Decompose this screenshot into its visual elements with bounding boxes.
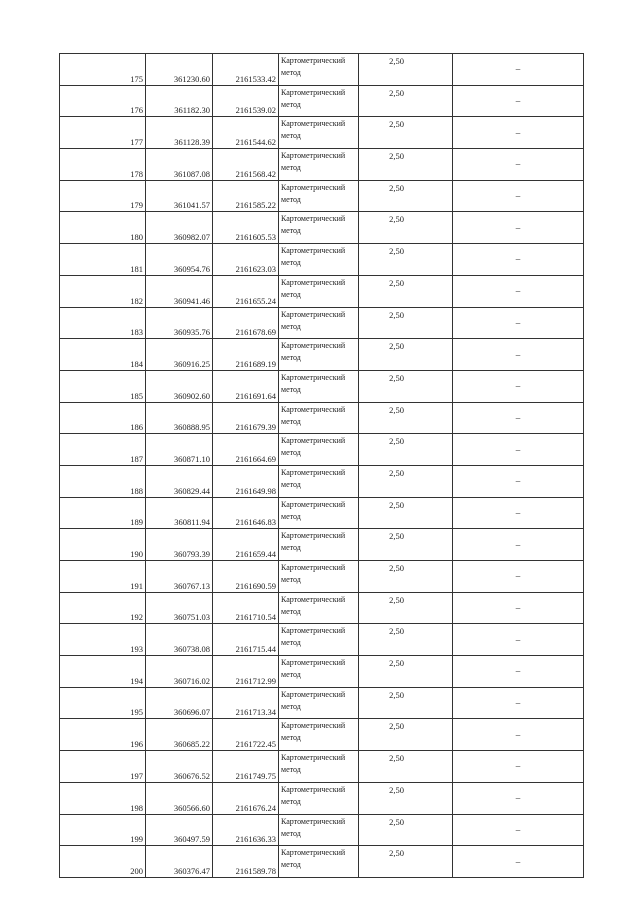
x-coordinate-cell: 360871.10 [146,434,213,466]
y-coordinate-cell: 2161585.22 [213,180,279,212]
x-coordinate-cell: 360902.60 [146,370,213,402]
y-coordinate-cell: 2161649.98 [213,465,279,497]
method-cell [279,180,359,212]
method-line-2: метод [281,99,301,109]
accuracy-cell: 2,50 [359,624,453,656]
y-coordinate-cell: 2161691.64 [213,370,279,402]
method-line-2: метод [281,416,301,426]
note-cell: – [453,212,584,244]
method-cell [279,434,359,466]
method-line-1: Картометрический [281,404,346,414]
note-cell: – [453,561,584,593]
accuracy-cell: 2,50 [359,370,453,402]
point-number-cell: 198 [60,782,146,814]
note-cell: – [453,402,584,434]
method-line-1: Картометрический [281,626,346,636]
accuracy-cell: 2,50 [359,212,453,244]
y-coordinate-cell: 2161710.54 [213,592,279,624]
method-line-2: метод [281,796,301,806]
method-line-2: метод [281,828,301,838]
accuracy-cell: 2,50 [359,339,453,371]
method-cell [279,782,359,814]
x-coordinate-cell: 360716.02 [146,656,213,688]
point-number-cell: 199 [60,814,146,846]
x-coordinate-cell: 360888.95 [146,402,213,434]
method-line-1: Картометрический [281,816,346,826]
note-cell: – [453,434,584,466]
table-row [60,529,584,561]
method-line-1: Картометрический [281,436,346,446]
method-line-1: Картометрический [281,658,346,668]
accuracy-cell: 2,50 [359,465,453,497]
x-coordinate-cell: 360935.76 [146,307,213,339]
accuracy-cell: 2,50 [359,54,453,86]
note-cell: – [453,814,584,846]
accuracy-cell: 2,50 [359,434,453,466]
point-number-cell: 192 [60,592,146,624]
note-cell: – [453,719,584,751]
x-coordinate-cell: 360941.46 [146,275,213,307]
method-line-1: Картометрический [281,499,346,509]
point-number-cell: 181 [60,244,146,276]
method-cell [279,751,359,783]
accuracy-cell: 2,50 [359,719,453,751]
y-coordinate-cell: 2161715.44 [213,624,279,656]
y-coordinate-cell: 2161568.42 [213,149,279,181]
accuracy-cell: 2,50 [359,846,453,878]
method-cell [279,339,359,371]
x-coordinate-cell: 361087.08 [146,149,213,181]
x-coordinate-cell: 361230.60 [146,54,213,86]
x-coordinate-cell: 360811.94 [146,497,213,529]
x-coordinate-cell: 361182.30 [146,85,213,117]
method-cell [279,687,359,719]
method-cell [279,244,359,276]
method-line-2: метод [281,321,301,331]
x-coordinate-cell: 360954.76 [146,244,213,276]
point-number-cell: 187 [60,434,146,466]
method-line-2: метод [281,606,301,616]
method-line-2: метод [281,733,301,743]
table-row [60,751,584,783]
method-cell [279,497,359,529]
x-coordinate-cell: 360497.59 [146,814,213,846]
y-coordinate-cell: 2161689.19 [213,339,279,371]
y-coordinate-cell: 2161655.24 [213,275,279,307]
table-row [60,465,584,497]
method-cell [279,149,359,181]
point-number-cell: 177 [60,117,146,149]
method-line-2: метод [281,638,301,648]
accuracy-cell: 2,50 [359,782,453,814]
y-coordinate-cell: 2161539.02 [213,85,279,117]
method-line-2: метод [281,384,301,394]
point-number-cell: 193 [60,624,146,656]
method-line-1: Картометрический [281,341,346,351]
method-cell [279,846,359,878]
method-line-2: метод [281,543,301,553]
point-number-cell: 197 [60,751,146,783]
method-line-2: метод [281,163,301,173]
y-coordinate-cell: 2161636.33 [213,814,279,846]
y-coordinate-cell: 2161712.99 [213,656,279,688]
x-coordinate-cell: 360751.03 [146,592,213,624]
table-row [60,592,584,624]
method-line-2: метод [281,289,301,299]
y-coordinate-cell: 2161713.34 [213,687,279,719]
table-row [60,54,584,86]
point-number-cell: 194 [60,656,146,688]
point-number-cell: 191 [60,561,146,593]
note-cell: – [453,85,584,117]
method-cell [279,624,359,656]
note-cell: – [453,751,584,783]
y-coordinate-cell: 2161676.24 [213,782,279,814]
accuracy-cell: 2,50 [359,751,453,783]
y-coordinate-cell: 2161664.69 [213,434,279,466]
method-line-2: метод [281,226,301,236]
note-cell: – [453,339,584,371]
method-line-1: Картометрический [281,151,346,161]
table-row [60,846,584,878]
method-line-1: Картометрический [281,309,346,319]
method-line-1: Картометрический [281,246,346,256]
point-number-cell: 182 [60,275,146,307]
method-line-1: Картометрический [281,848,346,858]
y-coordinate-cell: 2161623.03 [213,244,279,276]
method-line-2: метод [281,765,301,775]
method-line-1: Картометрический [281,214,346,224]
note-cell: – [453,497,584,529]
method-cell [279,656,359,688]
method-line-2: метод [281,575,301,584]
x-coordinate-cell: 360982.07 [146,212,213,244]
point-number-cell: 183 [60,307,146,339]
note-cell: – [453,846,584,878]
table-row [60,244,584,276]
note-cell: – [453,244,584,276]
point-number-cell: 178 [60,149,146,181]
x-coordinate-cell: 360376.47 [146,846,213,878]
accuracy-cell: 2,50 [359,180,453,212]
method-line-1: Картометрический [281,87,346,97]
method-cell [279,275,359,307]
accuracy-cell: 2,50 [359,117,453,149]
table-row [60,212,584,244]
point-number-cell: 190 [60,529,146,561]
x-coordinate-cell: 360566.60 [146,782,213,814]
table-row [60,149,584,181]
y-coordinate-cell: 2161605.53 [213,212,279,244]
method-line-2: метод [281,68,301,77]
x-coordinate-cell: 360793.39 [146,529,213,561]
y-coordinate-cell: 2161646.83 [213,497,279,529]
method-cell [279,719,359,751]
accuracy-cell: 2,50 [359,307,453,339]
y-coordinate-cell: 2161589.78 [213,846,279,878]
method-line-1: Картометрический [281,689,346,699]
method-line-2: метод [281,511,301,521]
x-coordinate-cell: 360676.52 [146,751,213,783]
method-cell [279,307,359,339]
coordinates-table [59,53,584,878]
method-cell [279,529,359,561]
x-coordinate-cell: 360916.25 [146,339,213,371]
table-row [60,307,584,339]
method-line-1: Картометрический [281,753,346,763]
accuracy-cell: 2,50 [359,275,453,307]
method-line-1: Картометрический [281,277,346,287]
method-line-1: Картометрический [281,721,346,731]
x-coordinate-cell: 360685.22 [146,719,213,751]
note-cell: – [453,370,584,402]
table-row [60,561,584,593]
note-cell: – [453,275,584,307]
table-row [60,402,584,434]
method-line-1: Картометрический [281,119,346,129]
method-cell [279,117,359,149]
table-row [60,117,584,149]
method-line-2: метод [281,131,301,141]
method-cell [279,85,359,117]
method-line-2: метод [281,448,301,458]
method-cell [279,54,359,86]
accuracy-cell: 2,50 [359,85,453,117]
method-line-2: метод [281,258,301,268]
method-line-1: Картометрический [281,182,346,192]
table-row [60,814,584,846]
method-line-2: метод [281,860,301,870]
y-coordinate-cell: 2161722.45 [213,719,279,751]
point-number-cell: 175 [60,54,146,86]
y-coordinate-cell: 2161544.62 [213,117,279,149]
method-line-1: Картометрический [281,784,346,794]
note-cell: – [453,656,584,688]
y-coordinate-cell: 2161678.69 [213,307,279,339]
accuracy-cell: 2,50 [359,244,453,276]
accuracy-cell: 2,50 [359,592,453,624]
note-cell: – [453,782,584,814]
table-row [60,782,584,814]
method-cell [279,592,359,624]
y-coordinate-cell: 2161679.39 [213,402,279,434]
note-cell: – [453,117,584,149]
table-row [60,719,584,751]
note-cell: – [453,529,584,561]
method-line-2: метод [281,194,301,204]
table-row [60,370,584,402]
table-row [60,85,584,117]
accuracy-cell: 2,50 [359,497,453,529]
note-cell: – [453,54,584,86]
point-number-cell: 180 [60,212,146,244]
method-line-1: Картометрический [281,56,346,65]
table-row [60,275,584,307]
method-line-2: метод [281,479,301,489]
method-cell [279,465,359,497]
point-number-cell: 176 [60,85,146,117]
y-coordinate-cell: 2161690.59 [213,561,279,593]
point-number-cell: 186 [60,402,146,434]
note-cell: – [453,149,584,181]
point-number-cell: 179 [60,180,146,212]
x-coordinate-cell: 360696.07 [146,687,213,719]
note-cell: – [453,687,584,719]
method-line-1: Картометрический [281,563,346,572]
table-row [60,656,584,688]
x-coordinate-cell: 361041.57 [146,180,213,212]
note-cell: – [453,180,584,212]
table-row [60,180,584,212]
table-row [60,497,584,529]
point-number-cell: 188 [60,465,146,497]
accuracy-cell: 2,50 [359,814,453,846]
table-row [60,687,584,719]
method-line-2: метод [281,353,301,363]
note-cell: – [453,592,584,624]
accuracy-cell: 2,50 [359,529,453,561]
y-coordinate-cell: 2161533.42 [213,54,279,86]
method-line-1: Картометрический [281,372,346,382]
note-cell: – [453,465,584,497]
method-cell [279,814,359,846]
table-row [60,434,584,466]
table-row [60,624,584,656]
y-coordinate-cell: 2161659.44 [213,529,279,561]
note-cell: – [453,307,584,339]
note-cell: – [453,624,584,656]
coordinates-table-body [60,54,584,878]
accuracy-cell: 2,50 [359,687,453,719]
method-cell [279,212,359,244]
accuracy-cell: 2,50 [359,561,453,593]
y-coordinate-cell: 2161749.75 [213,751,279,783]
x-coordinate-cell: 360738.08 [146,624,213,656]
accuracy-cell: 2,50 [359,149,453,181]
point-number-cell: 196 [60,719,146,751]
point-number-cell: 189 [60,497,146,529]
point-number-cell: 195 [60,687,146,719]
method-line-1: Картометрический [281,467,346,477]
x-coordinate-cell: 361128.39 [146,117,213,149]
method-line-1: Картометрический [281,531,346,541]
method-line-2: метод [281,670,301,680]
method-line-2: метод [281,701,301,711]
point-number-cell: 184 [60,339,146,371]
document-page [59,53,583,878]
point-number-cell: 200 [60,846,146,878]
x-coordinate-cell: 360767.13 [146,561,213,593]
accuracy-cell: 2,50 [359,402,453,434]
point-number-cell: 185 [60,370,146,402]
method-cell [279,402,359,434]
method-cell [279,370,359,402]
table-row [60,339,584,371]
method-cell [279,561,359,593]
method-line-1: Картометрический [281,594,346,604]
accuracy-cell: 2,50 [359,656,453,688]
x-coordinate-cell: 360829.44 [146,465,213,497]
